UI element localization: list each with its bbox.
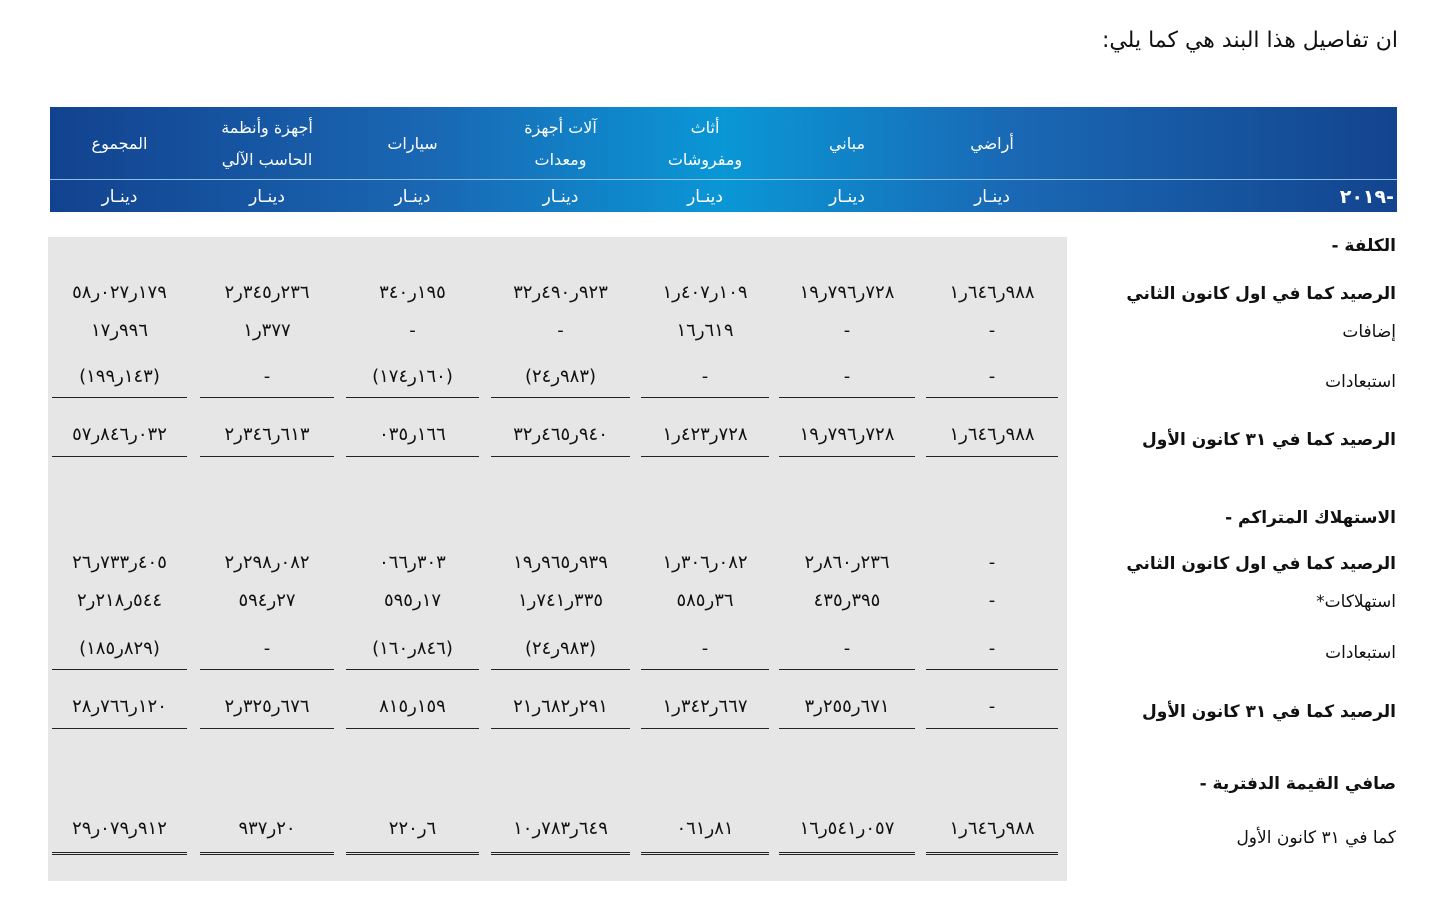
subtotal-rule xyxy=(491,669,630,670)
value-cell: ٠٥٧ر٥٤١ر١٦ xyxy=(799,818,895,839)
column-header-total: المجموع xyxy=(91,134,148,153)
value-cell: - xyxy=(843,366,851,387)
unit-furniture: دينـار xyxy=(687,187,723,207)
value-cell: - xyxy=(701,366,709,387)
value-cell: ٦١٣ر٣٤٦ر٢ xyxy=(224,424,310,445)
value-cell: ٦ر٢٢٠ xyxy=(388,818,437,839)
value-cell: - xyxy=(843,638,851,659)
column-header-vehicles: سيارات xyxy=(387,134,438,153)
row-label: الرصيد كما في اول كانون الثاني xyxy=(1126,554,1396,574)
value-cell: ١٩٥ر٣٤٠ xyxy=(379,282,446,303)
value-cell: ٠٨٢ر٢٩٨ر٢ xyxy=(224,552,310,573)
value-cell: (٩٨٣ر٢٤) xyxy=(524,366,597,387)
value-cell: ٦٧١ر٢٥٥ر٣ xyxy=(804,696,890,717)
value-cell: ١٠٩ر٤٠٧ر١ xyxy=(662,282,748,303)
value-cell: (٨٢٩ر١٨٥) xyxy=(79,638,160,659)
total-double-rule xyxy=(346,852,479,855)
column-header-buildings: مباني xyxy=(828,134,866,153)
subtotal-rule xyxy=(779,456,915,457)
section-cost: الكلفة - xyxy=(1331,236,1396,256)
total-double-rule xyxy=(641,852,769,855)
column-header-machinery: آلات أجهزة ومعدات xyxy=(524,118,597,169)
unit-machinery: دينـار xyxy=(542,187,579,207)
row-label: الرصيد كما في اول كانون الثاني xyxy=(1126,284,1396,304)
value-cell: ٧٢٨ر٤٢٣ر١ xyxy=(662,424,748,445)
subtotal-rule xyxy=(641,669,769,670)
total-double-rule xyxy=(779,852,915,855)
header-divider xyxy=(50,179,1397,180)
value-cell: ٩٨٨ر٦٤٦ر١ xyxy=(949,424,1035,445)
total-double-rule xyxy=(491,852,630,855)
value-cell: - xyxy=(988,696,996,717)
subtotal-rule xyxy=(52,669,187,670)
value-cell: ٣٠٣ر٠٦٦ xyxy=(379,552,446,573)
total-double-rule xyxy=(200,852,334,855)
subtotal-rule xyxy=(926,456,1058,457)
value-cell: (١٤٣ر١٩٩) xyxy=(79,366,160,387)
value-cell: ٠٨٢ر٣٠٦ر١ xyxy=(662,552,748,573)
subtotal-rule xyxy=(52,728,187,729)
row-label: الرصيد كما في ٣١ كانون الأول xyxy=(1142,430,1396,450)
subtotal-rule xyxy=(779,669,915,670)
value-cell: - xyxy=(701,638,709,659)
row-label: استهلاكات* xyxy=(1316,592,1396,612)
value-cell: ١٢٠ر٧٦٦ر٢٨ xyxy=(72,696,167,717)
value-cell: - xyxy=(409,320,416,341)
value-cell: ٦٧٦ر٣٢٥ر٢ xyxy=(224,696,310,717)
value-cell: ٣٣٥ر٧٤١ر١ xyxy=(517,590,604,611)
row-label: استبعادات xyxy=(1325,643,1396,663)
value-cell: - xyxy=(988,366,996,387)
value-cell: ٣٧٧ر١ xyxy=(243,320,291,341)
value-cell: ٦٤٩ر٧٨٣ر١٠ xyxy=(513,818,608,839)
column-header-furniture: أثاث ومفروشات xyxy=(667,118,743,169)
subtotal-rule xyxy=(926,669,1058,670)
value-cell: ٢٣٦ر٣٤٥ر٢ xyxy=(224,282,310,303)
value-cell: ٩٨٨ر٦٤٦ر١ xyxy=(949,282,1035,303)
value-cell: ١٧ر٥٩٥ xyxy=(383,590,442,611)
row-label: كما في ٣١ كانون الأول xyxy=(1236,828,1396,848)
total-double-rule xyxy=(52,852,187,855)
value-cell: ٩٩٦ر١٧ xyxy=(90,320,149,341)
subtotal-rule xyxy=(346,728,479,729)
unit-total: دينـار xyxy=(101,187,138,207)
value-cell: ٢٧ر٥٩٤ xyxy=(238,590,296,611)
value-cell: ٢٠ر٩٣٧ xyxy=(238,818,296,839)
subtotal-rule xyxy=(52,456,187,457)
subtotal-rule xyxy=(779,728,915,729)
subtotal-rule xyxy=(491,456,630,457)
column-header-computers: أجهزة وأنظمة الحاسب الآلي xyxy=(221,118,313,169)
value-cell: ٩٨٨ر٦٤٦ر١ xyxy=(949,818,1035,839)
subtotal-rule xyxy=(346,456,479,457)
value-cell: ٩١٢ر٠٧٩ر٢٩ xyxy=(72,818,167,839)
value-cell: ٠٣٢ر٨٤٦ر٥٧ xyxy=(72,424,167,445)
subtotal-rule xyxy=(779,397,915,398)
subtotal-rule xyxy=(641,456,769,457)
value-cell: ٢٣٦ر٨٦٠ر٢ xyxy=(804,552,890,573)
value-cell: ٧٢٨ر٧٩٦ر١٩ xyxy=(799,282,895,303)
value-cell: - xyxy=(988,320,996,341)
subtotal-rule xyxy=(52,397,187,398)
value-cell: ٧٢٨ر٧٩٦ر١٩ xyxy=(799,424,895,445)
value-cell: ٩٣٩ر٩٦٥ر١٩ xyxy=(513,552,608,573)
value-cell: - xyxy=(263,366,271,387)
row-label: الرصيد كما في ٣١ كانون الأول xyxy=(1142,702,1396,722)
section-net-book-value: صافي القيمة الدفترية - xyxy=(1199,774,1396,794)
subtotal-rule xyxy=(641,397,769,398)
value-cell: ٥٤٤ر٢١٨ر٢ xyxy=(76,590,163,611)
value-cell: ٨١ر٠٦١ xyxy=(676,818,734,839)
subtotal-rule xyxy=(200,669,334,670)
unit-buildings: دينـار xyxy=(829,187,865,207)
value-cell: (٨٤٦ر١٦٠) xyxy=(372,638,453,659)
subtotal-rule xyxy=(200,397,334,398)
year-label: -٢٠١٩ xyxy=(1339,186,1394,208)
value-cell: ٦٦٧ر٣٤٢ر١ xyxy=(662,696,748,717)
intro-text: ان تفاصيل هذا البند هي كما يلي: xyxy=(1101,28,1398,53)
value-cell: ٦١٩ر١٦ xyxy=(676,320,734,341)
unit-vehicles: دينـار xyxy=(394,187,431,207)
value-cell: ٤٠٥ر٧٣٣ر٢٦ xyxy=(72,552,167,573)
unit-land: دينـار xyxy=(974,187,1010,207)
subtotal-rule xyxy=(926,397,1058,398)
value-cell: - xyxy=(557,320,564,341)
value-cell: ٩٢٣ر٤٩٠ر٣٢ xyxy=(513,282,608,303)
value-cell: ١٦٦ر٠٣٥ xyxy=(379,424,446,445)
value-cell: - xyxy=(988,590,996,611)
value-cell: (١٦٠ر١٧٤) xyxy=(372,366,453,387)
subtotal-rule xyxy=(200,456,334,457)
subtotal-rule xyxy=(491,728,630,729)
value-cell: ١٧٩ر٠٢٧ر٥٨ xyxy=(72,282,167,303)
value-cell: - xyxy=(843,320,851,341)
subtotal-rule xyxy=(346,397,479,398)
value-cell: (٩٨٣ر٢٤) xyxy=(524,638,597,659)
subtotal-rule xyxy=(641,728,769,729)
column-header-land: أراضي xyxy=(970,134,1014,153)
subtotal-rule xyxy=(491,397,630,398)
value-cell: ١٥٩ر٨١٥ xyxy=(379,696,446,717)
value-cell: ٣٦ر٥٨٥ xyxy=(676,590,734,611)
subtotal-rule xyxy=(346,669,479,670)
section-depreciation: الاستهلاك المتراكم - xyxy=(1225,508,1396,528)
total-double-rule xyxy=(926,852,1058,855)
value-cell: ٢٩١ر٦٨٢ر٢١ xyxy=(513,696,608,717)
row-label: إضافات xyxy=(1342,322,1396,342)
value-cell: - xyxy=(988,552,996,573)
value-cell: - xyxy=(263,638,271,659)
subtotal-rule xyxy=(926,728,1058,729)
unit-computers: دينـار xyxy=(249,187,285,207)
value-cell: ٩٤٠ر٤٦٥ر٣٢ xyxy=(513,424,608,445)
value-cell: ٣٩٥ر٤٣٥ xyxy=(813,590,881,611)
subtotal-rule xyxy=(200,728,334,729)
value-cell: - xyxy=(988,638,996,659)
row-label: استبعادات xyxy=(1325,372,1396,392)
